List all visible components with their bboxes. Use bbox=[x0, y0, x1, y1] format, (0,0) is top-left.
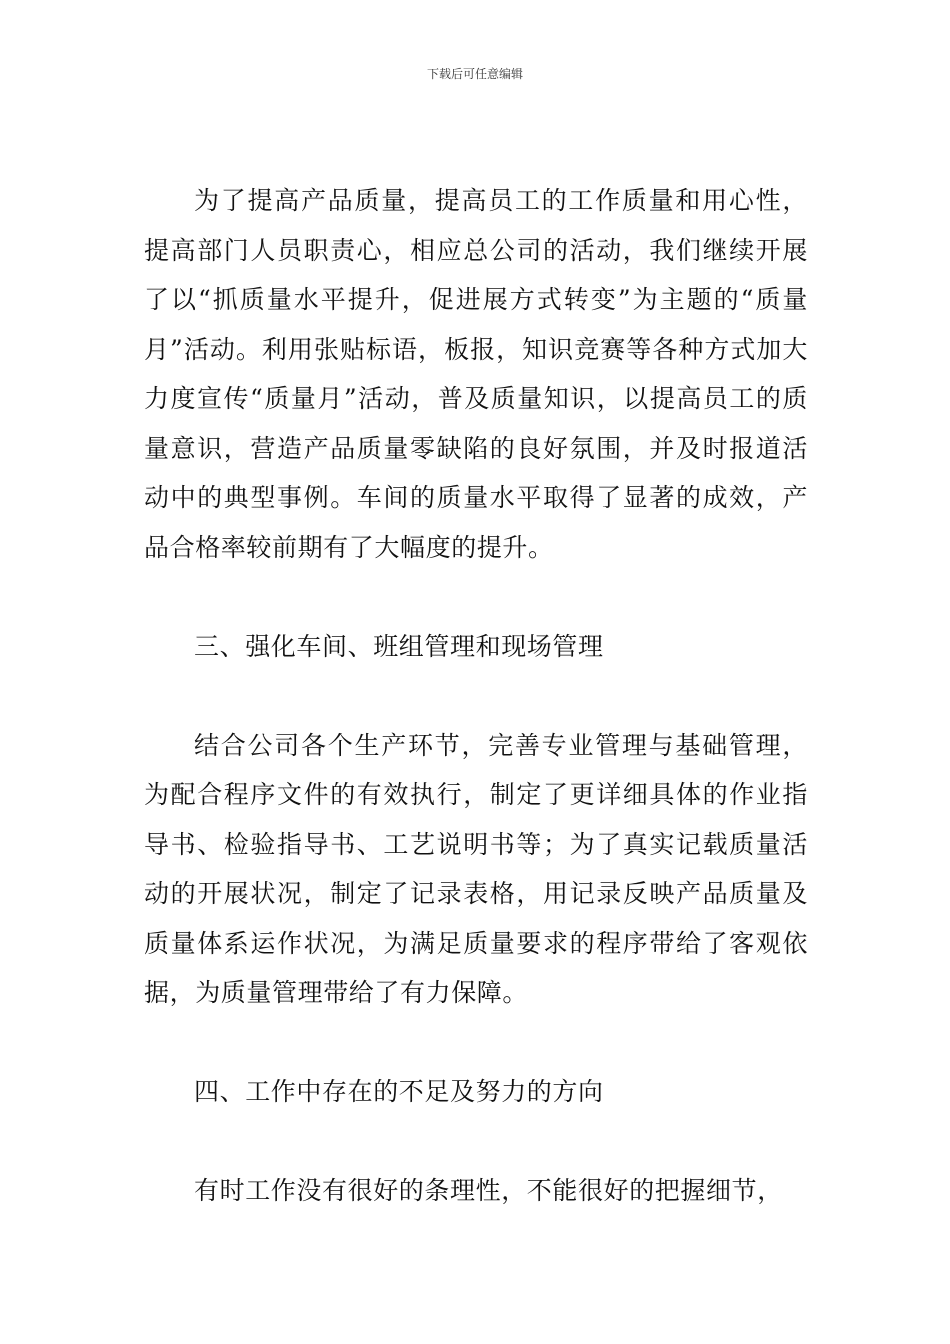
paragraph-spacer bbox=[144, 1018, 808, 1068]
section-heading-3: 三、强化车间、班组管理和现场管理 bbox=[194, 631, 604, 661]
paragraph-quality-month: 为了提高产品质量，提高员工的工作质量和用心性，提高部门人员职责心，相应总公司的活动，我们继续开展了以“抓质量水平提升，促进展方式转变”为主题的“质量月”活动。利用张贴标语，板报，知识竞赛等各种方式加大力度宣传“质量月”活动，普及质量知识，以提高员工的质量意识，营造产品质量零缺陷的良好氛围，并及时报道活动中的典型事例。车间的质量水平取得了显著的成效，产品合格率较前期有了大幅度的提升。 bbox=[144, 186, 808, 562]
paragraph-spacer bbox=[144, 1117, 808, 1167]
paragraph-management: 结合公司各个生产环节，完善专业管理与基础管理，为配合程序文件的有效执行，制定了更详细具体的作业指导书、检验指导书、工艺说明书等；为了真实记载质量活动的开展状况，制定了记录表格，用记录反映产品质量及质量体系运作状况，为满足质量要求的程序带给了客观依据，为质量管理带给了有力保障。 bbox=[144, 730, 808, 1007]
page-header: 下载后可任意编辑 bbox=[426, 67, 523, 81]
paragraph-spacer bbox=[144, 572, 808, 622]
paragraph-shortcomings: 有时工作没有很好的条理性，不能很好的把握细节， bbox=[194, 1176, 783, 1205]
paragraph-spacer bbox=[144, 671, 808, 721]
section-heading-4: 四、工作中存在的不足及努力的方向 bbox=[194, 1077, 604, 1106]
document-body bbox=[144, 176, 808, 1216]
